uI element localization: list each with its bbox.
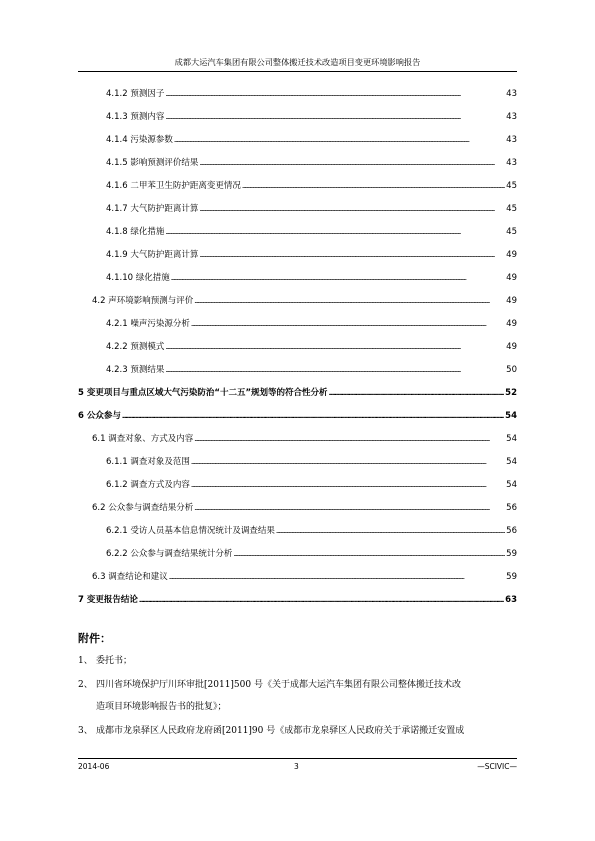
footer-org: —SCIVIC—	[477, 762, 517, 771]
toc-entry-label: 6.3 调查结论和建议	[92, 572, 168, 582]
attachments-title: 附件：	[78, 632, 111, 645]
toc-leader-dots	[191, 319, 505, 330]
toc-entry[interactable]	[106, 111, 517, 123]
toc-entry[interactable]	[106, 157, 517, 169]
toc-leader-dots	[194, 434, 505, 445]
page-header-title: 成都大运汽车集团有限公司整体搬迁技术改造项目变更环境影响报告	[174, 57, 421, 67]
toc-entry-page: 50	[506, 365, 517, 375]
toc-entry[interactable]	[78, 387, 517, 399]
toc-entry-label: 6.2.1 受访人员基本信息情况统计及调查结果	[106, 526, 275, 536]
attachment-text: 委托书；	[96, 656, 133, 666]
toc-leader-dots	[122, 411, 504, 422]
toc-leader-dots	[139, 595, 504, 606]
toc-entry-label: 4.1.3 预测内容	[106, 112, 165, 122]
toc-entry[interactable]	[92, 571, 517, 583]
toc-leader-dots	[329, 388, 505, 399]
toc-entry-page: 49	[506, 342, 517, 352]
toc-entry-page: 49	[506, 250, 517, 260]
toc-entry[interactable]	[106, 525, 517, 537]
attachment-item-3	[78, 720, 517, 742]
toc-leader-dots	[174, 135, 505, 146]
toc-entry[interactable]	[106, 456, 517, 468]
toc-entry-label: 4.1.5 影响预测评价结果	[106, 158, 199, 168]
toc-entry-page: 54	[506, 457, 517, 467]
toc-leader-dots	[165, 227, 505, 238]
toc-entry-page: 43	[506, 158, 517, 168]
toc-entry[interactable]	[106, 88, 517, 100]
toc-entry-page: 59	[506, 549, 517, 559]
attachment-item-2	[78, 674, 517, 718]
attachment-number: 2、	[78, 680, 93, 690]
toc-entry[interactable]	[106, 180, 517, 192]
toc-leader-dots	[276, 526, 505, 537]
attachment-text: 四川省环境保护厅川环审批[2011]500 号《关于成都大运汽车集团有限公司整体搬迁技术改	[96, 680, 461, 690]
toc-entry-label: 6.1.2 调查方式及内容	[106, 480, 190, 490]
toc-leader-dots	[242, 181, 505, 192]
toc-entry[interactable]	[92, 433, 517, 445]
header-rule	[78, 71, 517, 72]
toc-entry-page: 45	[506, 227, 517, 237]
attachment-number: 3、	[78, 726, 93, 736]
toc-entry-page: 43	[506, 135, 517, 145]
toc-entry-label: 7 变更报告结论	[78, 595, 138, 605]
toc-leader-dots	[169, 572, 505, 583]
toc-leader-dots	[165, 342, 505, 353]
footer-page-number: 3	[294, 762, 299, 771]
toc-leader-dots	[233, 549, 505, 560]
toc-entry-label: 4.1.6 二甲苯卫生防护距离变更情况	[106, 181, 241, 191]
toc-entry[interactable]	[106, 134, 517, 146]
toc-leader-dots	[191, 457, 505, 468]
toc-entry-label: 6 公众参与	[78, 411, 121, 421]
toc-entry-page: 54	[505, 411, 517, 421]
attachment-number: 1、	[78, 656, 93, 666]
toc-leader-dots	[199, 158, 505, 169]
toc-leader-dots	[199, 250, 505, 261]
toc-entry[interactable]	[92, 502, 517, 514]
toc-entry-page: 52	[505, 388, 517, 398]
toc-entry-label: 4.2.1 噪声污染源分析	[106, 319, 190, 329]
toc-leader-dots	[171, 273, 505, 284]
toc-entry[interactable]	[106, 341, 517, 353]
toc-entry-label: 4.1.9 大气防护距离计算	[106, 250, 199, 260]
toc-entry[interactable]	[106, 479, 517, 491]
toc-entry-label: 4.1.8 绿化措施	[106, 227, 165, 237]
toc-entry-page: 49	[506, 296, 517, 306]
toc-entry-page: 43	[506, 112, 517, 122]
toc-entry[interactable]	[106, 364, 517, 376]
toc-leader-dots	[165, 365, 505, 376]
toc-leader-dots	[194, 296, 505, 307]
attachment-text-continued: 造项目环境影响报告书的批复》；	[96, 702, 227, 712]
toc-entry[interactable]	[106, 548, 517, 560]
toc-entry-label: 5 变更项目与重点区域大气污染防治“十二五”规划等的符合性分析	[78, 388, 328, 398]
toc-entry[interactable]	[106, 318, 517, 330]
toc-leader-dots	[165, 89, 505, 100]
toc-leader-dots	[165, 112, 505, 123]
toc-entry-page: 45	[506, 204, 517, 214]
toc-entry-page: 54	[506, 434, 517, 444]
toc-entry[interactable]	[106, 272, 517, 284]
toc-entry-label: 4.1.4 污染源参数	[106, 135, 173, 145]
toc-entry-label: 6.2 公众参与调查结果分析	[92, 503, 194, 513]
toc-entry-page: 63	[505, 595, 517, 605]
toc-entry-label: 4.2.2 预测模式	[106, 342, 165, 352]
toc-entry-page: 56	[506, 503, 517, 513]
toc-entry-page: 49	[506, 319, 517, 329]
toc-entry-page: 59	[506, 572, 517, 582]
toc-entry[interactable]	[106, 249, 517, 261]
toc-entry-page: 54	[506, 480, 517, 490]
toc-entry-label: 4.2.3 预测结果	[106, 365, 165, 375]
toc-entry-page: 45	[506, 181, 517, 191]
toc-leader-dots	[199, 204, 505, 215]
toc-entry[interactable]	[78, 594, 517, 606]
toc-leader-dots	[191, 480, 505, 491]
toc-entry-label: 6.1.1 调查对象及范围	[106, 457, 190, 467]
toc-entry[interactable]	[78, 410, 517, 422]
toc-entry-page: 49	[506, 273, 517, 283]
toc-entry-page: 43	[506, 89, 517, 99]
footer-rule	[78, 758, 517, 759]
toc-entry[interactable]	[106, 226, 517, 238]
footer-date: 2014-06	[78, 762, 110, 771]
toc-entry[interactable]	[106, 203, 517, 215]
toc-entry-label: 6.1 调查对象、方式及内容	[92, 434, 194, 444]
toc-entry-label: 4.1.2 预测因子	[106, 89, 165, 99]
attachment-item-1	[78, 650, 517, 672]
attachment-text: 成都市龙泉驿区人民政府龙府函[2011]90 号《成都市龙泉驿区人民政府关于承诺搬迁安置成	[96, 726, 465, 736]
toc-entry-label: 6.2.2 公众参与调查结果统计分析	[106, 549, 233, 559]
toc-entry-label: 4.1.7 大气防护距离计算	[106, 204, 199, 214]
toc-entry-label: 4.1.10 绿化措施	[106, 273, 170, 283]
toc-leader-dots	[194, 503, 505, 514]
toc-entry[interactable]	[92, 295, 517, 307]
toc-entry-page: 56	[506, 526, 517, 536]
toc-entry-label: 4.2 声环境影响预测与评价	[92, 296, 194, 306]
